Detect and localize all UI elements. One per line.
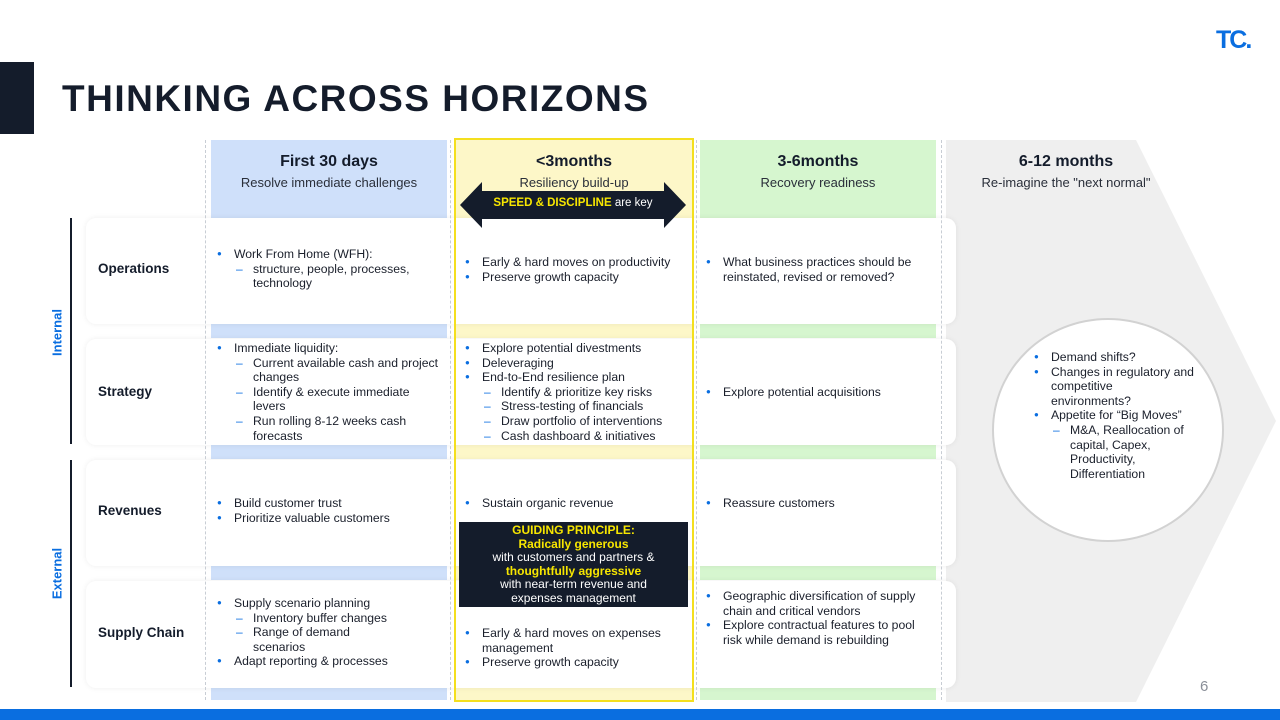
list-item: ● Geographic diversification of supply chain and critical vendors [706, 589, 916, 618]
column-heading: First 30 days [280, 153, 378, 170]
list-item: ● Preserve growth capacity [465, 270, 693, 285]
list-subitem: – Current available cash and project changes [234, 356, 442, 385]
list-item: ● End-to-End resilience plan – Identify & prioritize key risks – Stress-testing of financials – Draw portfolio of interventions – Cash dashboard & initiatives [465, 370, 693, 443]
bottom-accent-bar [0, 709, 1280, 720]
list-item: ● Build customer trust [217, 496, 442, 511]
page-title: THINKING ACROSS HORIZONS [62, 78, 650, 119]
cell-strategy-3-6-months [706, 385, 934, 400]
guiding-title: GUIDING PRINCIPLE: [512, 523, 635, 537]
column-divider [941, 140, 942, 700]
list-item: ● Explore contractual features to pool risk while demand is rebuilding [706, 618, 916, 647]
column-heading: 3-6months [777, 153, 859, 170]
group-label-internal: Internal [49, 309, 65, 356]
cell-strategy-30-days [217, 341, 442, 443]
cell-operations-30-days [217, 247, 442, 291]
list-subitem: – Cash dashboard & initiatives [482, 429, 693, 444]
column-divider [696, 140, 697, 700]
list-item: ● Reassure customers [706, 496, 934, 511]
list-item: ● What business practices should be reinstated, revised or removed? [706, 255, 934, 284]
cell-supply-chain-3-6-months [706, 589, 916, 647]
list-subitem: – Draw portfolio of interventions [482, 414, 693, 429]
cell-revenues-3-6-months [706, 496, 934, 511]
guiding-text-2: with near-term revenue and expenses management [500, 577, 647, 605]
guiding-text-1: with customers and partners & [492, 550, 655, 564]
company-logo: TC. [1216, 26, 1251, 54]
list-subitem: – Range of demand scenarios [234, 625, 442, 654]
strip [211, 566, 447, 580]
strip [700, 324, 936, 338]
list-item: ● Changes in regulatory and competitive environments? [1034, 365, 1194, 409]
column-subheading: Recovery readiness [760, 175, 876, 190]
cell-supply-chain-3-months [465, 626, 665, 670]
column-header-first-30-days [211, 153, 447, 190]
list-item: ● Work From Home (WFH): – structure, people, processes, technology [217, 247, 442, 291]
group-line-internal [70, 218, 72, 444]
speed-label-bold: SPEED & DISCIPLINE [493, 197, 612, 209]
title-accent-bar [0, 62, 34, 134]
horizon-4-circle [992, 318, 1224, 542]
list-subitem: – M&A, Reallocation of capital, Capex, Productivity, Differentiation [1051, 423, 1194, 481]
row-label-strategy: Strategy [98, 384, 153, 399]
column-header-3-6-months [700, 153, 936, 190]
list-subitem: – Inventory buffer changes [234, 611, 442, 626]
row-label-supply-chain: Supply Chain [98, 625, 185, 640]
list-subitem: – Run rolling 8-12 weeks cash forecasts [234, 414, 442, 443]
column-subheading: Re-imagine the "next normal" [981, 175, 1151, 190]
strip [211, 445, 447, 459]
list-item: ● Preserve growth capacity [465, 655, 665, 670]
cell-operations-3-months [465, 255, 693, 284]
cell-revenues-30-days [217, 496, 442, 525]
row-label-revenues: Revenues [98, 503, 162, 518]
list-item: ● Early & hard moves on productivity [465, 255, 693, 270]
strip [211, 324, 447, 338]
strip [700, 688, 936, 700]
list-item: ● Demand shifts? [1034, 350, 1194, 365]
list-item: ● Explore potential divestments [465, 341, 693, 356]
list-item: ● Early & hard moves on expenses management [465, 626, 665, 655]
column-subheading: Resiliency build-up [519, 175, 629, 190]
speed-label-rest: are key [611, 197, 653, 209]
strip [700, 566, 936, 580]
cell-supply-chain-30-days [217, 596, 442, 669]
strip [700, 445, 936, 459]
group-line-external [70, 460, 72, 687]
cell-strategy-3-months [465, 341, 693, 443]
list-subitem: – Identify & prioritize key risks [482, 385, 693, 400]
column-subheading: Resolve immediate challenges [240, 175, 418, 190]
guiding-principle-box [459, 522, 688, 607]
cell-revenues-3-months [465, 496, 693, 511]
column-divider [450, 140, 451, 700]
list-item: ● Appetite for “Big Moves” – M&A, Reallocation of capital, Capex, Productivity, Differentiation [1034, 408, 1194, 481]
list-item: ● Adapt reporting & processes [217, 654, 442, 669]
guiding-highlight-1: Radically generous [518, 536, 629, 551]
list-subitem: – Stress-testing of financials [482, 399, 693, 414]
list-item: ● Sustain organic revenue [465, 496, 693, 511]
column-heading: 6-12 months [1018, 153, 1114, 170]
cell-operations-3-6-months [706, 255, 934, 284]
list-subitem: – structure, people, processes, technology [234, 262, 442, 291]
row-label-operations: Operations [98, 261, 170, 276]
list-item: ● Explore potential acquisitions [706, 385, 934, 400]
list-item: ● Supply scenario planning – Inventory buffer changes – Range of demand scenarios [217, 596, 442, 654]
list-subitem: – Identify & execute immediate levers [234, 385, 442, 414]
speed-label [460, 197, 686, 209]
list-item: ● Deleveraging [465, 356, 693, 371]
group-label-external: External [49, 547, 65, 600]
horizon-4-list [1034, 350, 1194, 481]
column-heading: <3months [535, 153, 612, 170]
guiding-highlight-2: thoughtfully aggressive [505, 563, 642, 578]
column-header-6-12-months [948, 153, 1184, 190]
list-item: ● Immediate liquidity: – Current available cash and project changes – Identify & execute immediate levers – Run rolling 8-12 weeks cash forecasts [217, 341, 442, 443]
strip [211, 688, 447, 700]
page-number: 6 [1200, 678, 1209, 695]
list-item: ● Prioritize valuable customers [217, 511, 442, 526]
column-divider [205, 140, 206, 700]
